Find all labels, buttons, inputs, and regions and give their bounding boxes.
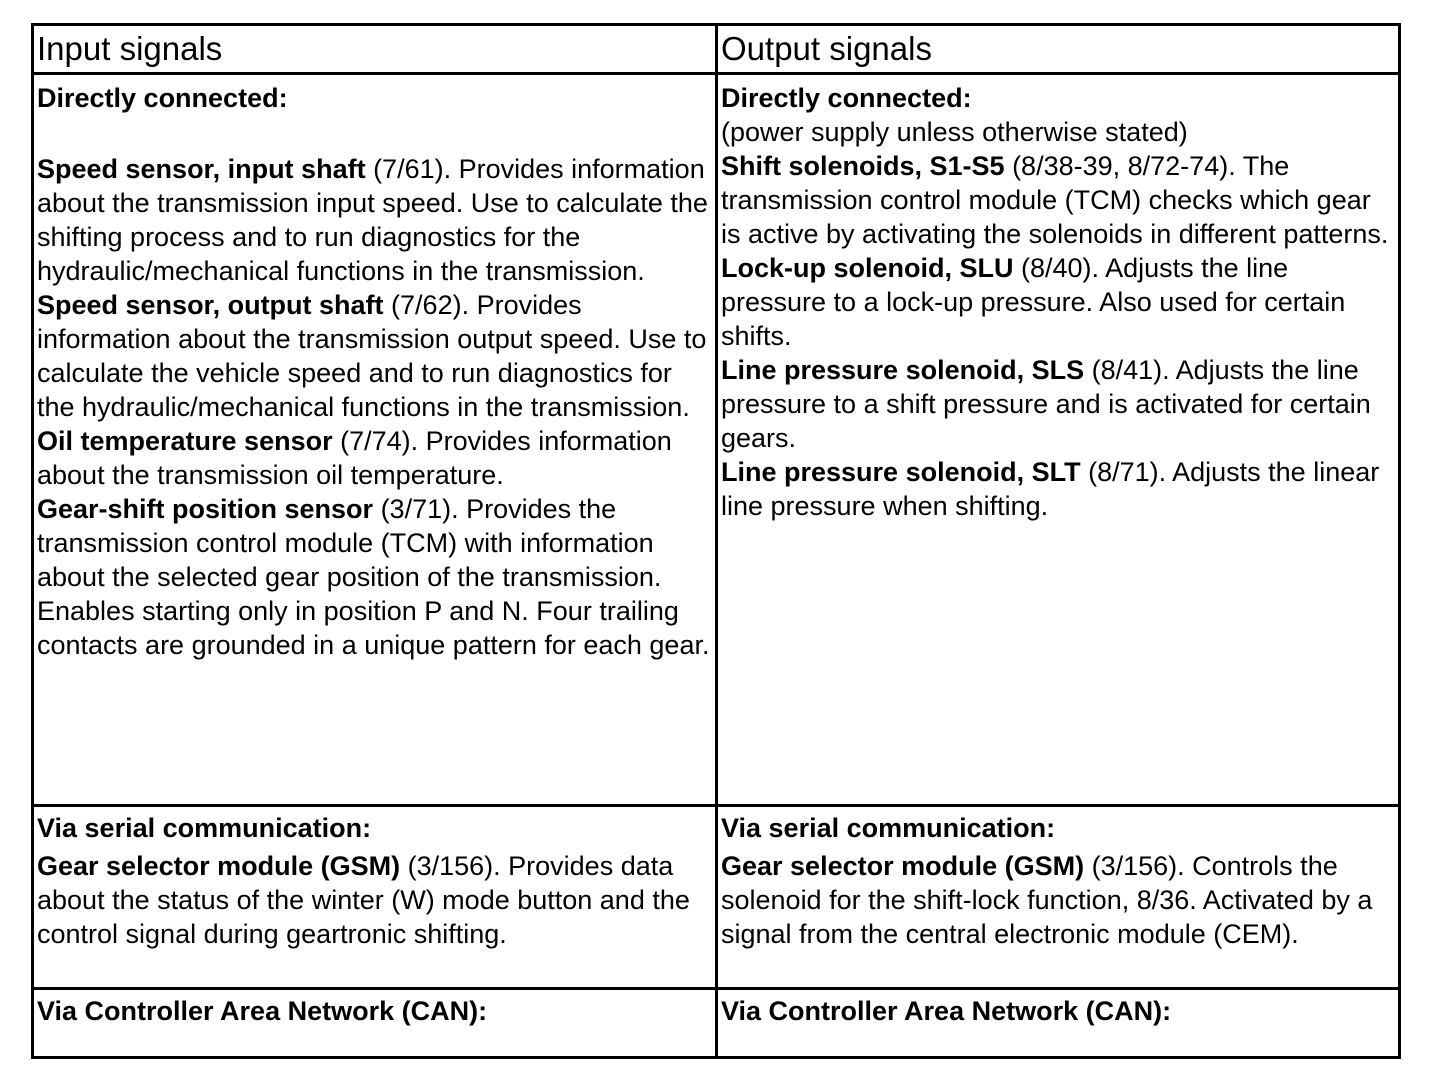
signal-description: (3/156). Provides data about the status of the winter (W) mode button and the control signal during geartronic shifting. [37, 851, 690, 949]
signal-description: (7/61). Provides information about the transmission input speed. Use to calculate the shifting process and to run diagnostics for the hydraulic/mechanical functions in the transmission. [37, 154, 708, 286]
section-title: Via serial communication: [721, 813, 1056, 843]
signal-name: Gear selector module (GSM) [37, 851, 401, 881]
signal-description: (7/62). Provides information about the transmission output speed. Use to calculate the vehicle speed and to run diagnostics for the hydraulic/mechanical functions in the transmission. [37, 290, 707, 422]
signal-name: Oil temperature sensor [37, 426, 333, 456]
signal-description: (7/74). Provides information about the transmission oil temperature. [37, 426, 672, 490]
output-can-cell [717, 989, 1400, 1058]
signal-name: Line pressure solenoid, SLS [721, 355, 1085, 385]
signal-name: Line pressure solenoid, SLT [721, 457, 1081, 487]
signal-name: Gear-shift position sensor [37, 494, 374, 524]
header-row [33, 25, 1400, 74]
signal-entry [721, 251, 1395, 353]
section-title: Via Controller Area Network (CAN): [721, 996, 1172, 1026]
signal-name: Lock-up solenoid, SLU [721, 253, 1014, 283]
signal-description: (8/71). Adjusts the linear line pressure when shifting. [721, 457, 1380, 521]
section-note: (power supply unless otherwise stated) [721, 117, 1188, 147]
signal-entry [721, 849, 1395, 951]
serial-communication-row [33, 806, 1400, 989]
signal-name: Speed sensor, input shaft [37, 154, 366, 184]
input-can-cell [33, 989, 717, 1058]
signal-entry [37, 424, 712, 492]
signal-entry [37, 288, 712, 424]
signal-entry [37, 492, 712, 662]
can-row [33, 989, 1400, 1058]
signal-entry [37, 152, 712, 288]
signal-description: (8/38-39, 8/72-74). The transmission control module (TCM) checks which gear is active by activating the solenoids in different patterns. [721, 151, 1389, 249]
signal-description: (3/156). Controls the solenoid for the shift-lock function, 8/36. Activated by a signal from the central electronic module (CEM). [721, 851, 1373, 949]
signal-entry [721, 455, 1395, 523]
signal-description: (8/40). Adjusts the line pressure to a lock-up pressure. Also used for certain shifts. [721, 253, 1346, 351]
signal-entry [721, 149, 1395, 251]
section-title: Via Controller Area Network (CAN): [37, 996, 488, 1026]
output-signals-header: Output signals [717, 25, 1400, 74]
input-directly-connected-cell [33, 74, 717, 806]
signal-name: Gear selector module (GSM) [721, 851, 1085, 881]
directly-connected-row [33, 74, 1400, 806]
input-serial-cell [33, 806, 717, 989]
input-signals-header: Input signals [33, 25, 717, 74]
signal-entry [721, 353, 1395, 455]
signal-description: (8/41). Adjusts the line pressure to a shift pressure and is activated for certain gears. [721, 355, 1371, 453]
signal-entry [37, 849, 712, 951]
signal-name: Speed sensor, output shaft [37, 290, 384, 320]
output-directly-connected-cell [717, 74, 1400, 806]
signal-description: (3/71). Provides the transmission control module (TCM) with information about the selected gear position of the transmission. Enables starting only in position P and N. Four trailing contacts are grounded in a unique pattern for each gear. [37, 494, 710, 660]
section-title: Via serial communication: [37, 813, 372, 843]
signals-table [31, 23, 1401, 1059]
output-serial-cell [717, 806, 1400, 989]
section-title: Directly connected: [37, 83, 288, 113]
section-title: Directly connected: [721, 83, 972, 113]
signal-name: Shift solenoids, S1-S5 [721, 151, 1005, 181]
